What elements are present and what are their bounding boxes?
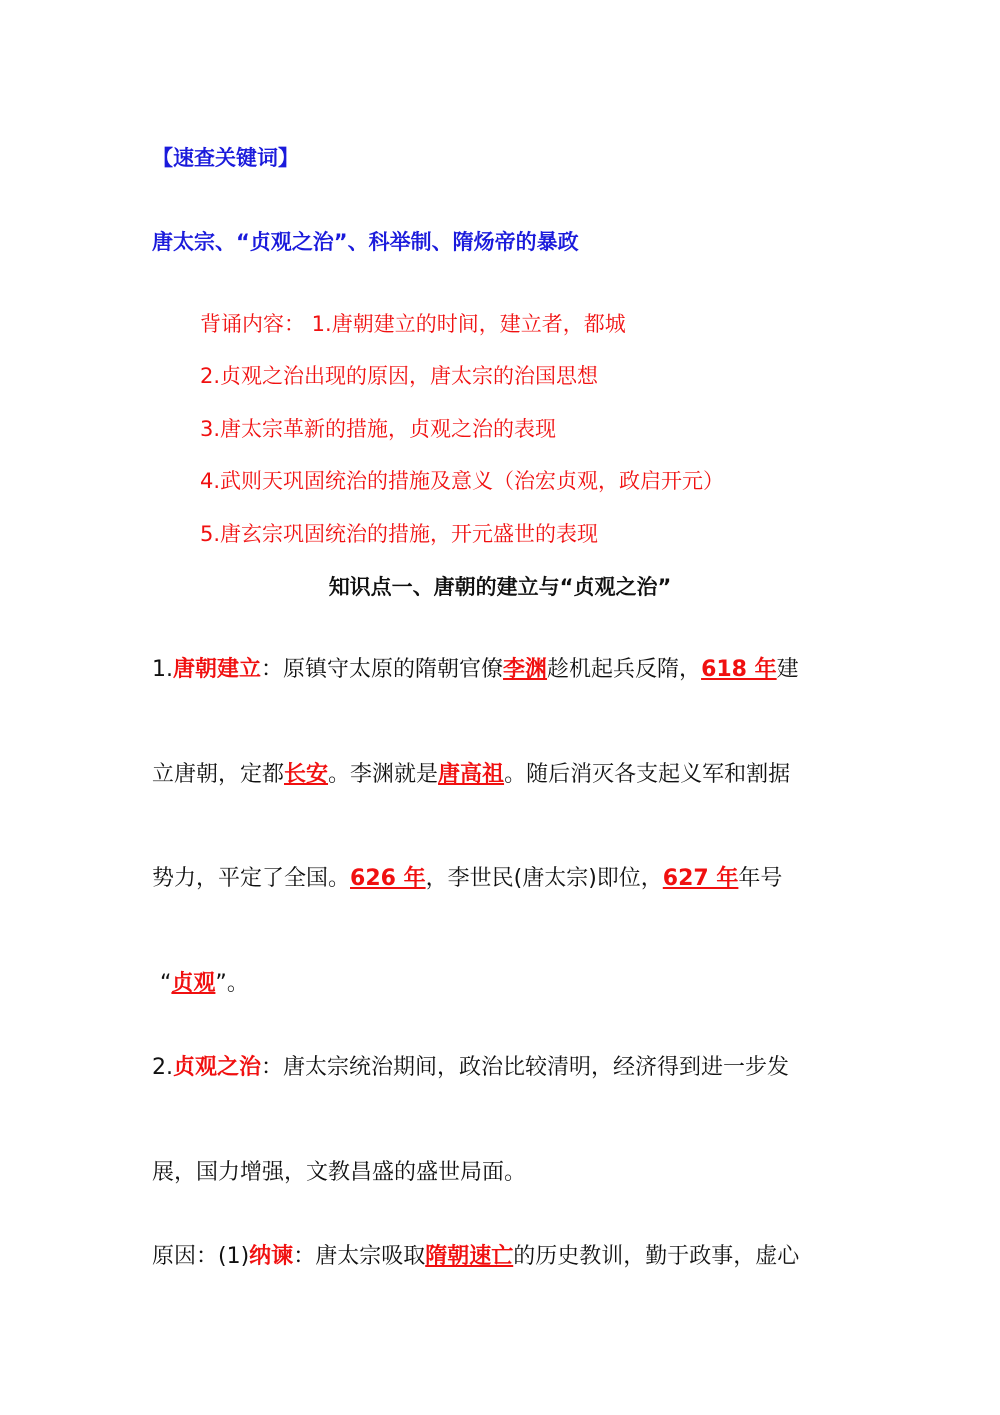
term-najian: 纳谏 (249, 1244, 294, 1269)
section-heading: 知识点一、唐朝的建立与“贞观之治” (328, 575, 672, 599)
p1-line-2 (152, 762, 790, 788)
text: “ (160, 971, 172, 996)
term-626: 626 年 (350, 866, 426, 891)
text: 趁机起兵反隋， (547, 657, 702, 682)
text: 立唐朝，定都 (152, 762, 285, 787)
recite-item-3: 3.唐太宗革新的措施，贞观之治的表现 (200, 417, 557, 441)
term-618: 618 年 (701, 657, 777, 682)
text: 1. (152, 657, 173, 682)
term-li-yuan: 李渊 (503, 657, 548, 682)
p1-line-4 (160, 971, 249, 997)
text: 原因：(1) (152, 1244, 250, 1269)
text: ：原镇守太原的隋朝官僚 (261, 657, 504, 682)
recite-item-1: 背诵内容： 1.唐朝建立的时间，建立者，都城 (200, 312, 626, 336)
recite-item-2: 2.贞观之治出现的原因，唐太宗的治国思想 (200, 364, 599, 388)
p2-line-1 (152, 1055, 789, 1081)
p2-line-2: 展，国力增强，文教昌盛的盛世局面。 (152, 1160, 527, 1185)
p1-line-1 (152, 657, 799, 683)
text: ：唐太宗统治期间，政治比较清明，经济得到进一步发 (261, 1055, 790, 1080)
text: 势力，平定了全国。 (152, 866, 351, 891)
text: 的历史教训，勤于政事，虚心 (513, 1244, 800, 1269)
p3-line-1 (152, 1244, 799, 1270)
term-tang-gaozu: 唐高祖 (438, 762, 505, 787)
term-zhenguan: 贞观 (171, 971, 216, 996)
text: 建 (776, 657, 799, 682)
p1-line-3 (152, 866, 782, 892)
text: ，李世民(唐太宗)即位， (425, 866, 663, 891)
text: ”。 (215, 971, 249, 996)
keywords-title: 【速查关键词】 (152, 146, 299, 170)
term-627: 627 年 (662, 866, 739, 891)
term-sui-fall: 隋朝速亡 (425, 1244, 514, 1269)
text: 2. (152, 1055, 173, 1080)
term-tang-founding: 唐朝建立 (173, 657, 262, 682)
text: 。李渊就是 (328, 762, 439, 787)
recite-item-4: 4.武则天巩固统治的措施及意义（治宏贞观，政启开元） (200, 469, 725, 493)
term-zhenguan-rule: 贞观之治 (173, 1055, 262, 1080)
text: ：唐太宗吸取 (293, 1244, 426, 1269)
keywords-list: 唐太宗、“贞观之治”、科举制、隋炀帝的暴政 (152, 230, 579, 254)
text: 。随后消灭各支起义军和割据 (504, 762, 791, 787)
recite-item-5: 5.唐玄宗巩固统治的措施，开元盛世的表现 (200, 522, 599, 546)
term-changan: 长安 (284, 762, 329, 787)
text: 年号 (738, 866, 783, 891)
